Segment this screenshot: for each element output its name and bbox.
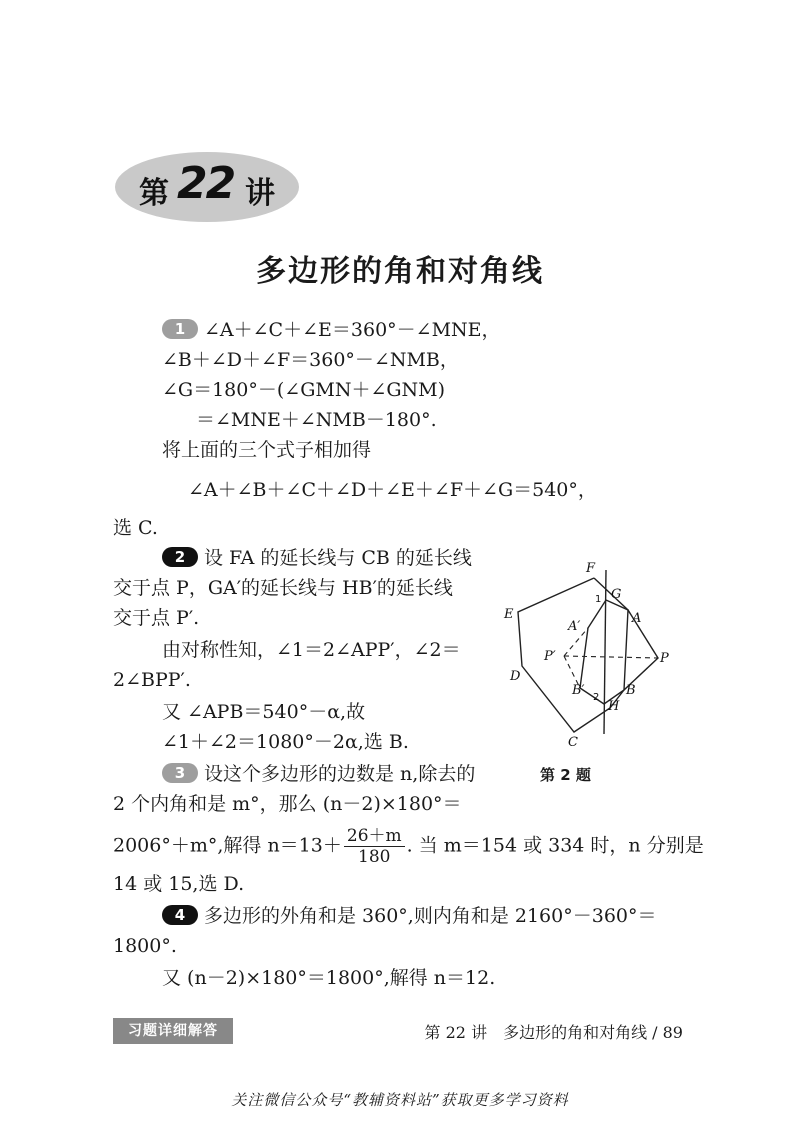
figure-caption: 第 2 题 [540, 766, 591, 784]
fraction [344, 826, 405, 867]
p1-line3: ∠G＝180°－(∠GMN＋∠GNM) [162, 379, 446, 401]
label-A: A [632, 611, 642, 626]
p3-line4: 14 或 15,选 D. [113, 873, 245, 895]
p4-badge: 4 [162, 905, 198, 925]
p2-line7: ∠1＋∠2＝1080°－2α,选 B. [162, 731, 409, 753]
p2-line6: 又 ∠APB＝540°－α,故 [162, 701, 366, 723]
axis-line-GH [604, 570, 606, 734]
p3-line1: 3 设这个多边形的边数是 n,除去的 [162, 762, 475, 786]
dashed-PP1 [564, 656, 658, 658]
p1-line2: ∠B＋∠D＋∠F＝360°－∠NMB， [162, 349, 459, 371]
lecture-number: 22 [177, 158, 235, 209]
p2-line3: 交于点 P′. [113, 607, 200, 629]
p1-line4: ＝∠MNE＋∠NMB－180°. [196, 409, 437, 431]
bottom-watermark-note: 关注微信公众号“教辅资料站”获取更多学习资料 [231, 1091, 569, 1109]
label-A-prime: A′ [568, 619, 581, 634]
p4-line3: 又 (n－2)×180°＝1800°,解得 n＝12. [162, 967, 496, 989]
p2-line5: 2∠BPP′. [113, 669, 191, 691]
p1-line5: 将上面的三个式子相加得 [162, 439, 372, 461]
p4-line2: 1800°. [113, 935, 177, 957]
fraction-numerator: 26＋m [344, 826, 405, 847]
label-P: P [660, 651, 669, 666]
p4-line1: 4 多边形的外角和是 360°,则内角和是 2160°－360°＝ [162, 904, 657, 928]
label-G: G [611, 587, 622, 602]
p1-line7: 选 C. [113, 517, 158, 539]
p3-line2: 2 个内角和是 m°，那么 (n－2)×180°＝ [113, 793, 462, 815]
label-P-prime: P′ [544, 649, 556, 664]
label-E: E [504, 607, 514, 622]
p2-badge: 2 [162, 547, 198, 567]
footer-page-info: 第 22 讲 多边形的角和对角线 / 89 [424, 1023, 683, 1042]
lecture-badge [115, 152, 299, 222]
p3-badge: 3 [162, 763, 198, 783]
p2-line2: 交于点 P，GA′的延长线与 HB′的延长线 [113, 577, 453, 599]
label-F: F [586, 561, 596, 576]
label-H: H [608, 699, 620, 714]
p1-line6: ∠A＋∠B＋∠C＋∠D＋∠E＋∠F＋∠G＝540°， [188, 479, 597, 501]
p2-line1: 2 设 FA 的延长线与 CB 的延长线 [162, 546, 472, 570]
page-title: 多边形的角和对角线 [256, 254, 544, 289]
label-B: B [626, 683, 636, 698]
label-D: D [510, 669, 521, 684]
p2-line4: 由对称性知，∠1＝2∠APP′，∠2＝ [162, 639, 461, 661]
p1-badge: 1 [162, 319, 198, 339]
footer-section-badge: 习题详细解答 [113, 1018, 233, 1044]
lecture-prefix: 第 [139, 176, 169, 211]
lecture-suffix: 讲 [245, 176, 275, 211]
p3-line3: 2006°＋m°,解得 n＝13＋ $\frac{26+m}{180}$ . 当 m＝154 或 334 时，n 分别是 [113, 826, 704, 867]
label-angle-2: 2 [593, 692, 600, 703]
label-C: C [568, 735, 578, 750]
label-angle-1: 1 [595, 594, 602, 605]
outer-polygon-lines [518, 578, 658, 732]
label-B-prime: B′ [572, 683, 585, 698]
fraction-denominator: 180 [358, 847, 391, 867]
outer-heptagon [518, 578, 658, 732]
figure-problem-2 [498, 556, 678, 756]
p1-line1: 1 ∠A＋∠C＋∠E＝360°－∠MNE， [162, 318, 501, 342]
